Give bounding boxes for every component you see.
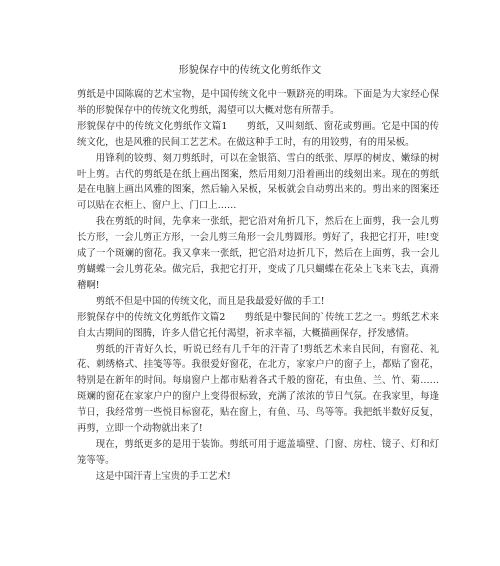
essay1-paragraph-3: 我在剪纸的时间，先拿来一张纸，把它沿对角折几下，然后在上面剪，我一会儿剪长方形，一会儿剪正方形，一会儿剪三角形一会儿剪圆形。剪好了，我把它打开，哇!变成了一个斑斓的窗花。我又拿来一张纸，把它沿对边折几下，然后在上面剪，我一会儿剪蝴蝶一会儿剪花朵。做完后，我把它打开，变成了几只蝴蝶在花朵上飞来飞去，真滑稽啊!	[77, 216, 439, 291]
essay1-heading-paragraph: 形貌保存中的传统文化剪纸作文篇1 剪纸，又叫刻纸、窗花或剪画。它是中国的传统文化，也是风雅的民间工艺艺术。在做这种手工时，有的用铰剪，有的用呆板。	[77, 120, 439, 148]
document-body	[77, 87, 439, 485]
essay2-heading-paragraph: 形貌保存中的传统文化剪纸作文篇2 剪纸是中黎民间的`传统工艺之一。剪纸艺术来自太古期间的图腾，许多人借它托付渴望，祈求幸福，大概描画保存，抒发感情。	[77, 311, 439, 339]
essay1-paragraph-4: 剪纸不但是中国的传统文化，而且是我最爱好做的手工!	[95, 295, 325, 307]
essay1-paragraph-2: 用锋利的铰剪、刻刀剪纸时，可以在金银箔、雪白的纸张、厚厚的树皮、嫩绿的树叶上剪。古代的剪纸是在纸上画出图案，然后用刻刀沿着画出的线刻出来。现在的剪纸是在电脑上画出风雅的图案，然后输入呆板，呆板就会自动剪出来的。剪出来的图案还可以贴在衣柜上、窗户上、门口上……	[77, 152, 439, 212]
essay2-paragraph-3: 现在，剪纸更多的是用于装饰。剪纸可用于遮盖墙壁、门窗、房柱、镜子、灯和灯笼等等。	[77, 438, 439, 466]
essay2-paragraph-2: 剪纸的汗青好久长，听说已经有几千年的汗青了!剪纸艺术来自民间，有窗花、礼花、刺绣格式、挂笺等等。我很爱好窗花，在北方，家家户户的窗子上，都贴了窗花，特别是在新年的时间。每扇窗户上都市贴着各式千般的窗花，有虫鱼、兰、竹、菊……斑斓的窗花在家家户户的窗户上变得很标致，充满了浓浓的节日气氛。在我家里，每逢节日，我经常剪一些悦目标窗花，贴在窗上，有鱼、马、鸟等等。我把纸半数好反复，再剪，立即一个动物就出来了!	[77, 343, 439, 435]
intro-paragraph: 剪纸是中国陈腐的艺术宝物，是中国传统文化中一颗跻亮的明珠。下面是为大家经心保举的形貌保存中的传统文化剪纸，渴望可以大概对您有所帮手。	[77, 89, 439, 116]
essay2-paragraph-4: 这是中国汗青上宝贵的手工艺术!	[95, 470, 231, 482]
document-title: 形貌保存中的传统文化剪纸作文	[178, 65, 322, 76]
